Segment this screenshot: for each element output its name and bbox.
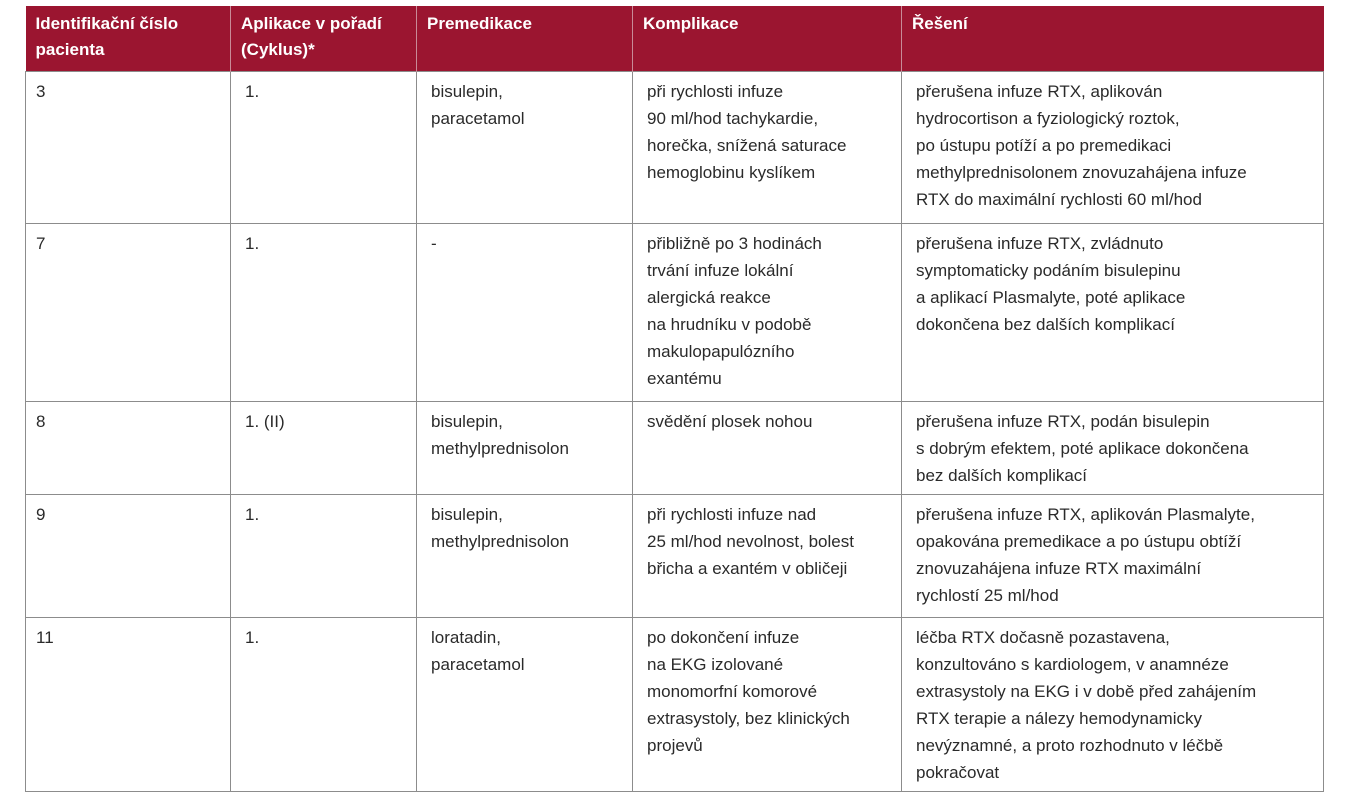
cell-complications: při rychlosti infuze 90 ml/hod tachykardie, horečka, snížená saturace hemoglobinu kyslíkem xyxy=(633,72,902,224)
cell-application-order: 1. xyxy=(231,72,417,224)
cell-solution: přerušena infuze RTX, podán bisulepin s dobrým efektem, poté aplikace dokončena bez dalších komplikací xyxy=(902,402,1324,495)
adverse-reactions-table-container xyxy=(25,6,1323,792)
cell-application-order: 1. xyxy=(231,224,417,402)
cell-premedication: bisulepin, methylprednisolon xyxy=(417,495,633,618)
cell-premedication: - xyxy=(417,224,633,402)
table-header xyxy=(26,6,1324,72)
table-row xyxy=(26,72,1324,224)
cell-application-order: 1. xyxy=(231,495,417,618)
table-body xyxy=(26,72,1324,792)
cell-patient-id: 9 xyxy=(26,495,231,618)
cell-solution: léčba RTX dočasně pozastavena, konzultováno s kardiologem, v anamnéze extrasystoly na EKG i v době před zahájením RTX terapie a nálezy hemodynamicky nevýznamné, a proto rozhodnuto v léčbě pokračovat xyxy=(902,618,1324,792)
cell-complications: přibližně po 3 hodinách trvání infuze lokální alergická reakce na hrudníku v podobě makulopapulózního exantému xyxy=(633,224,902,402)
header-solution: Řešení xyxy=(902,6,1324,72)
table-row xyxy=(26,402,1324,495)
cell-patient-id: 3 xyxy=(26,72,231,224)
cell-premedication: bisulepin, paracetamol xyxy=(417,72,633,224)
cell-application-order: 1. (II) xyxy=(231,402,417,495)
cell-patient-id: 11 xyxy=(26,618,231,792)
adverse-reactions-table xyxy=(25,6,1324,792)
cell-premedication: bisulepin, methylprednisolon xyxy=(417,402,633,495)
table-row xyxy=(26,495,1324,618)
cell-application-order: 1. xyxy=(231,618,417,792)
header-row xyxy=(26,6,1324,72)
cell-complications: při rychlosti infuze nad 25 ml/hod nevolnost, bolest břicha a exantém v obličeji xyxy=(633,495,902,618)
table-row xyxy=(26,224,1324,402)
header-premedication: Premedikace xyxy=(417,6,633,72)
header-patient-id: Identifikační číslo pacienta xyxy=(26,6,231,72)
header-application-order: Aplikace v pořadí (Cyklus)* xyxy=(231,6,417,72)
cell-complications: svědění plosek nohou xyxy=(633,402,902,495)
cell-solution: přerušena infuze RTX, aplikován Plasmalyte, opakována premedikace a po ústupu obtíží znovuzahájena infuze RTX maximální rychlostí 25 ml/hod xyxy=(902,495,1324,618)
table-row xyxy=(26,618,1324,792)
cell-patient-id: 7 xyxy=(26,224,231,402)
cell-solution: přerušena infuze RTX, zvládnuto symptomaticky podáním bisulepinu a aplikací Plasmalyte, poté aplikace dokončena bez dalších komplikací xyxy=(902,224,1324,402)
cell-solution: přerušena infuze RTX, aplikován hydrocortison a fyziologický roztok, po ústupu potíží a po premedikaci methylprednisolonem znovuzahájena infuze RTX do maximální rychlosti 60 ml/hod xyxy=(902,72,1324,224)
cell-premedication: loratadin, paracetamol xyxy=(417,618,633,792)
cell-patient-id: 8 xyxy=(26,402,231,495)
cell-complications: po dokončení infuze na EKG izolované monomorfní komorové extrasystoly, bez klinických projevů xyxy=(633,618,902,792)
header-complications: Komplikace xyxy=(633,6,902,72)
